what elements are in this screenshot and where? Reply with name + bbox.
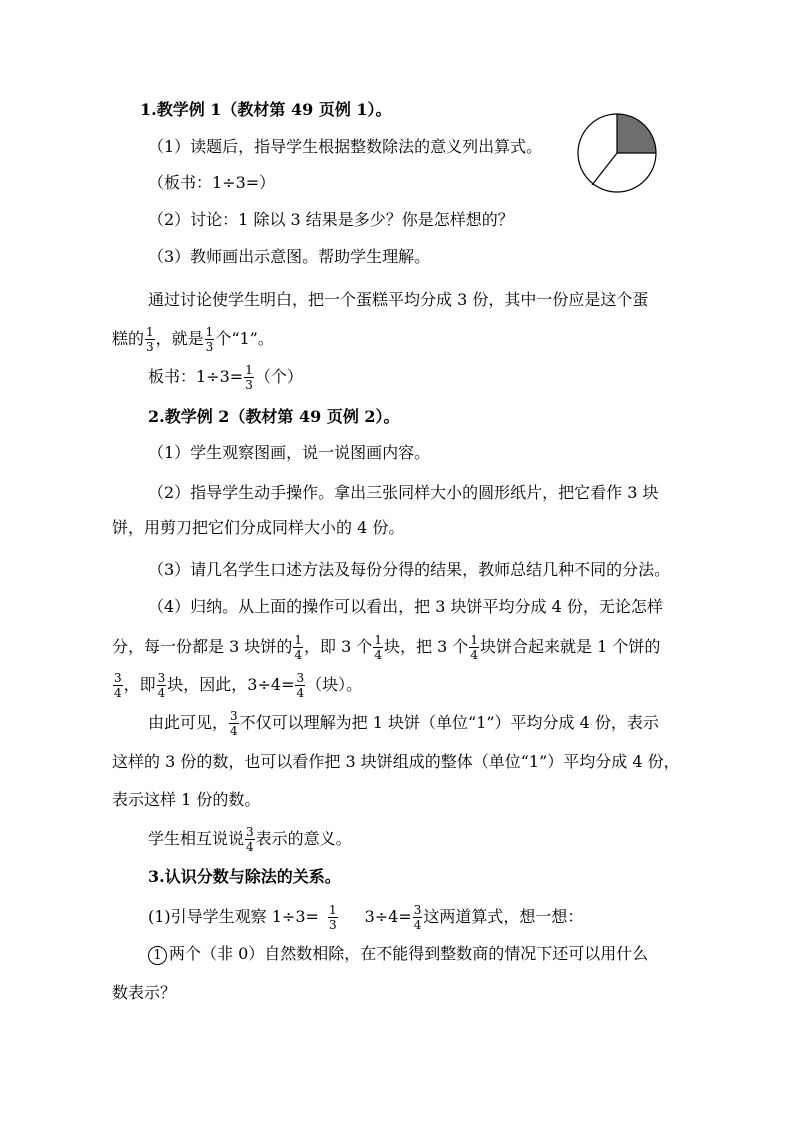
paragraph [148,825,352,854]
text: 板书：1÷3= [148,367,244,386]
paragraph [112,633,660,662]
fraction-three-quarters: $\frac{3}{4}$ [114,671,122,700]
text: 由此可见， [148,713,229,732]
text: ，就是 [155,329,204,348]
text: （个） [254,367,303,386]
text: (1)引导学生观察 1÷3= [148,907,319,926]
text: 个“1”。 [215,329,274,348]
paragraph: 表示这样 1 份的数。 [112,790,261,809]
paragraph: 饼，用剪刀把它们分成同样大小的 4 份。 [112,518,405,537]
text: 糕的 [112,329,145,348]
paragraph: 这样的 3 份的数，也可以看作把 3 块饼组成的整体（单位“1”）平均分成 4 份， [112,752,680,771]
fraction-one-third: $\frac{1}{3}$ [205,325,214,354]
fraction-three-quarters: $\frac{3}{4}$ [230,709,238,738]
text: 块，因此，3÷4= [167,675,295,694]
text: 块，把 3 个 [384,637,469,656]
text: 3÷4= [364,907,412,926]
paragraph: （4）归纳。从上面的操作可以看出，把 3 块饼平均分成 4 份，无论怎样 [148,597,663,616]
text: ，即 3 个 [304,637,373,656]
paragraph [112,325,274,354]
text: 分，每一份都是 3 块饼的 [112,637,293,656]
section-heading-1: 1.教学例 1（教材第 49 页例 1）。 [140,100,392,119]
paragraph: （1）读题后，指导学生根据整数除法的意义列出算式。 [148,137,543,156]
fraction-one-third: $\frac{1}{3}$ [146,325,154,354]
paragraph: （3）请几名学生口述方法及每份分得的结果，教师总结几种不同的分法。 [148,560,671,579]
text: 这两道算式，想一想： [423,907,584,926]
circled-number: 1 [148,946,167,965]
text: 块饼合起来就是 1 个饼的 [480,637,661,656]
paragraph: 通过讨论使学生明白，把一个蛋糕平均分成 3 份，其中一份应是这个蛋 [148,290,649,309]
paragraph [148,363,303,392]
fraction-one-quarter: $\frac{1}{4}$ [294,633,302,662]
paragraph: 数表示？ [112,983,177,1002]
fraction-one-quarter: $\frac{1}{4}$ [374,633,382,662]
fraction-one-third: $\frac{1}{3}$ [245,363,253,392]
pie-divider-3 [592,153,617,185]
paragraph: （3）教师画出示意图。帮助学生理解。 [148,247,431,266]
fraction-three-quarters: $\frac{3}{4}$ [413,903,422,932]
fraction-one-third: $\frac{1}{3}$ [328,903,337,932]
fraction-one-quarter: $\frac{1}{4}$ [470,633,478,662]
text: 不仅可以理解为把 1 块饼（单位“1”）平均分成 4 份，表示 [239,713,659,732]
paragraph [148,709,659,738]
text: ，即 [123,675,156,694]
fraction-three-quarters: $\frac{3}{4}$ [157,671,166,700]
text: 学生相互说说 [148,829,245,848]
paragraph: （板书：1÷3=） [148,173,276,192]
text: （块）。 [306,675,363,694]
cake-pie-diagram [576,112,658,194]
paragraph [148,944,648,965]
paragraph: （2）讨论：1 除以 3 结果是多少？你是怎样想的？ [148,210,514,229]
fraction-three-quarters: $\frac{3}{4}$ [246,825,254,854]
section-heading-3: 3.认识分数与除法的关系。 [148,867,341,886]
text: 两个（非 0）自然数相除，在不能得到整数商的情况下还可以用什么 [169,944,649,963]
section-heading-2: 2.教学例 2（教材第 49 页例 2）。 [148,407,400,426]
text: 表示的意义。 [255,829,352,848]
paragraph: （2）指导学生动手操作。拿出三张同样大小的圆形纸片，把它看作 3 块 [148,483,659,502]
paragraph [148,903,583,932]
fraction-three-quarters: $\frac{3}{4}$ [296,671,305,700]
paragraph: （1）学生观察图画，说一说图画内容。 [148,443,431,462]
paragraph [112,671,362,700]
